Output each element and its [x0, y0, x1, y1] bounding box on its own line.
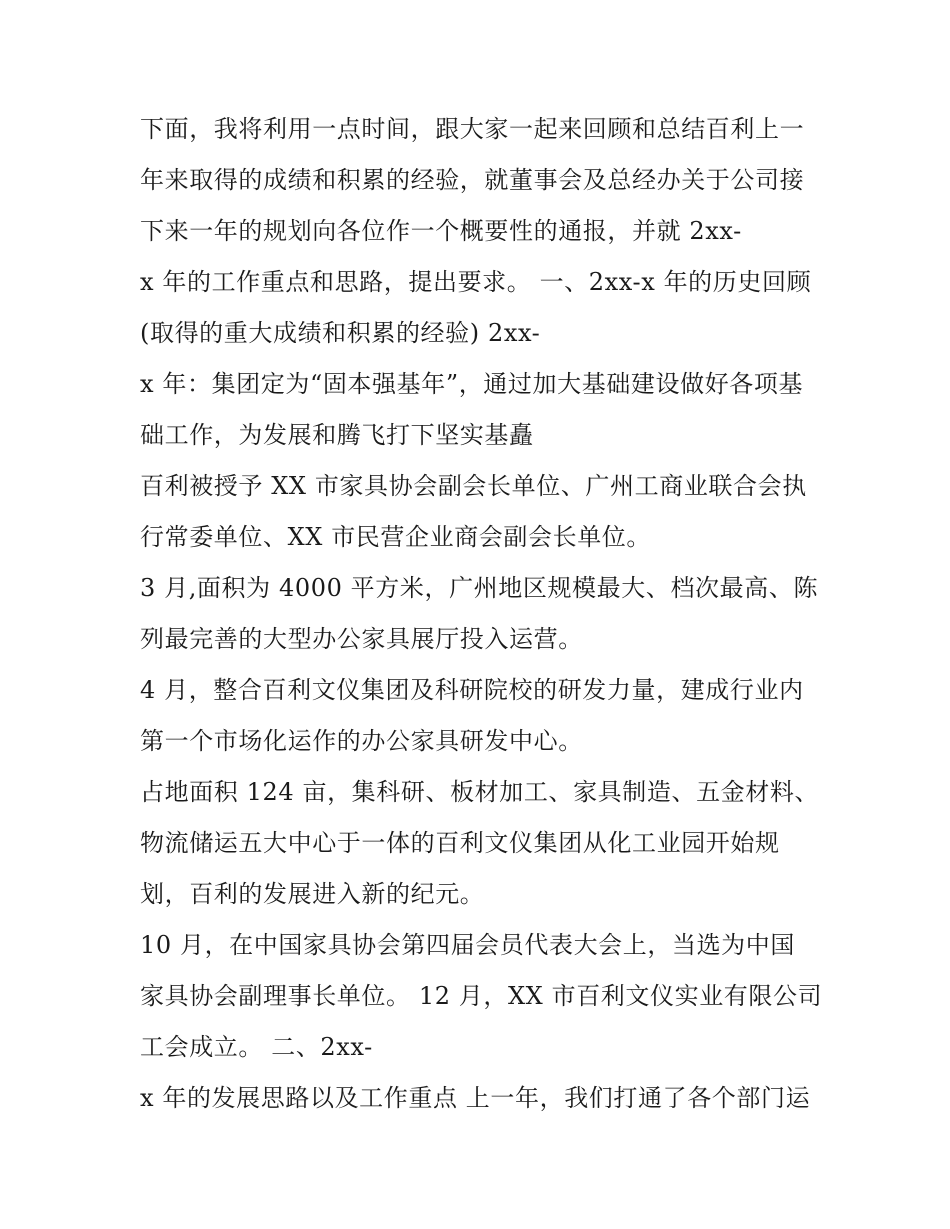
text-line: 10 月，在中国家具协会第四届会员代表大会上，当选为中国 — [140, 931, 795, 959]
text-line: 物流储运五大中心于一体的百利文仪集团从化工业园开始规 — [140, 829, 780, 857]
text-line: 行常委单位、XX 市民营企业商会副会长单位。 — [140, 523, 651, 551]
text-line: 年来取得的成绩和积累的经验，就董事会及总经办关于公司接 — [140, 166, 805, 194]
text-line: 列最完善的大型办公家具展厅投入运营。 — [140, 625, 583, 653]
text-line: (取得的重大成绩和积累的经验) 2xx- — [140, 319, 541, 347]
text-line: x 年的工作重点和思路，提出要求。 一、2xx-x 年的历史回顾 — [140, 268, 812, 296]
text-line: 4 月，整合百利文仪集团及科研院校的研发力量，建成行业内 — [140, 676, 804, 704]
text-line: x 年：集团定为“固本强基年”，通过加大基础建设做好各项基 — [140, 370, 804, 398]
text-line: 3 月,面积为 4000 平方米，广州地区规模最大、档次最高、陈 — [140, 574, 819, 602]
text-line: 百利被授予 XX 市家具协会副会长单位、广州工商业联合会执 — [140, 472, 807, 500]
text-line: 工会成立。 二、2xx- — [140, 1033, 373, 1061]
text-line: 下面，我将利用一点时间，跟大家一起来回顾和总结百利上一 — [140, 115, 805, 143]
text-line: 划，百利的发展进入新的纪元。 — [140, 880, 485, 908]
text-line: 占地面积 124 亩，集科研、板材加工、家具制造、五金材料、 — [140, 778, 820, 806]
text-line: x 年的发展思路以及工作重点 上一年，我们打通了各个部门运 — [140, 1084, 811, 1112]
text-line: 第一个市场化运作的办公家具研发中心。 — [140, 727, 583, 755]
text-line: 下来一年的规划向各位作一个概要性的通报，并就 2xx- — [140, 217, 742, 245]
text-line: 家具协会副理事长单位。 12 月，XX 市百利文仪实业有限公司 — [140, 982, 823, 1010]
document-body — [140, 104, 830, 1124]
text-line: 础工作，为发展和腾飞打下坚实基矗 — [140, 421, 534, 449]
